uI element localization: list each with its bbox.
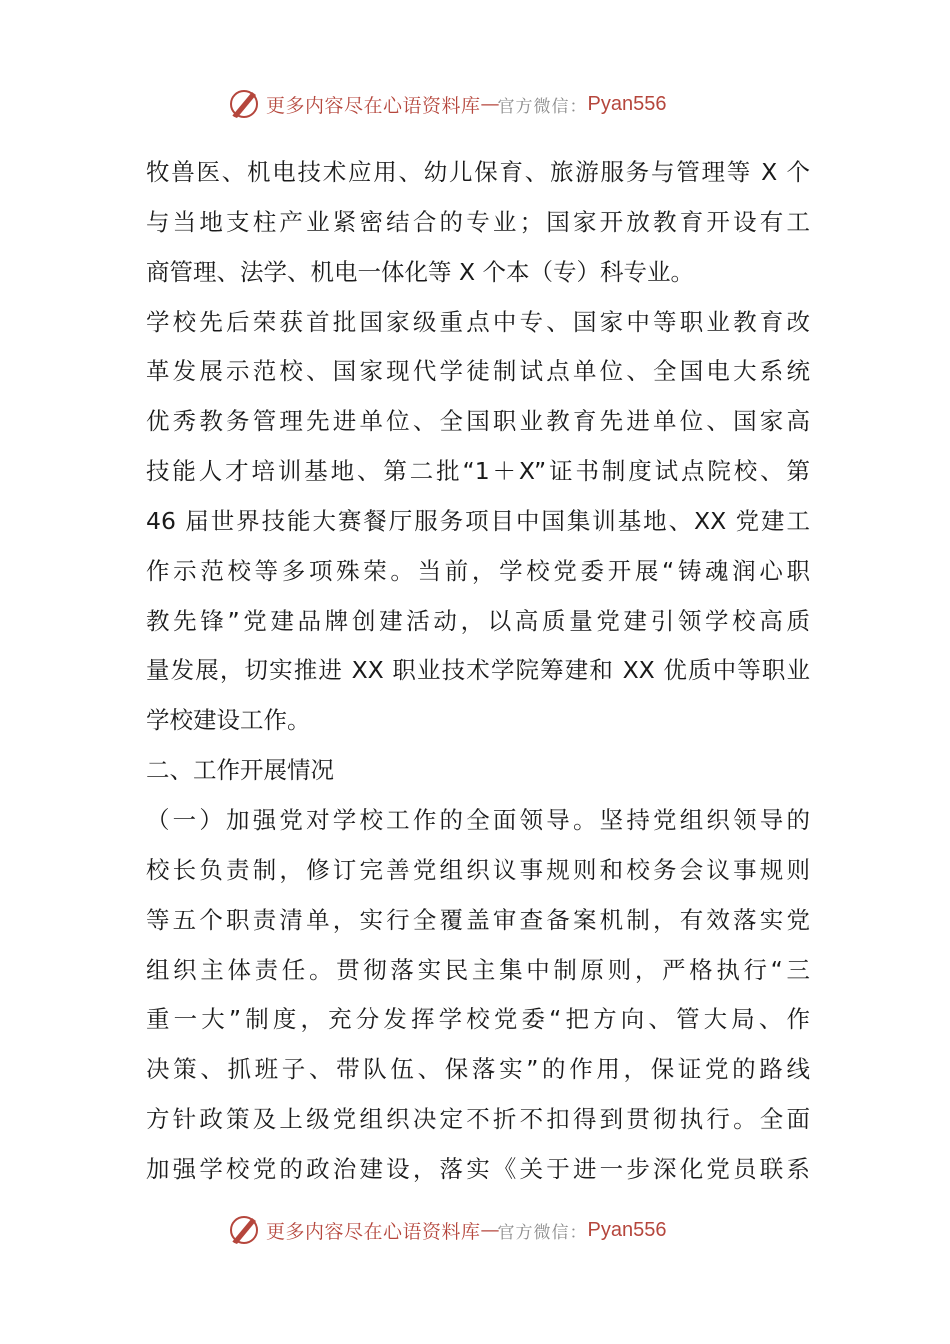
text-line: 商管理、法学、机电一体化等 X 个本（专）科专业。 bbox=[146, 257, 695, 286]
section-heading: 二、工作开展情况 bbox=[146, 756, 334, 785]
wechat-id: Pyan556 bbox=[587, 1218, 667, 1241]
header-watermark bbox=[226, 82, 746, 126]
text-line: 技能人才培训基地、第二批“1＋X”证书制度试点院校、第 bbox=[146, 457, 810, 486]
text-line: 重一大”制度，充分发挥学校党委“把方向、管大局、作 bbox=[146, 1005, 810, 1034]
wechat-label: 官方微信： bbox=[497, 96, 588, 117]
text-line: 等五个职责清单，实行全覆盖审查备案机制，有效落实党 bbox=[146, 905, 810, 934]
text-line: 加强学校党的政治建设，落实《关于进一步深化党员联系 bbox=[146, 1154, 810, 1183]
text-line: 学校建设工作。 bbox=[146, 706, 311, 735]
wechat-id: Pyan556 bbox=[587, 92, 667, 115]
wechat-label: 官方微信： bbox=[497, 1222, 588, 1243]
watermark-separator: — bbox=[480, 1219, 498, 1241]
watermark-text: 更多内容尽在心语资料库 bbox=[266, 94, 481, 117]
text-line: 学校先后荣获首批国家级重点中专、国家中等职业教育改 bbox=[146, 307, 810, 336]
text-line: 革发展示范校、国家现代学徒制试点单位、全国电大系统 bbox=[146, 357, 810, 386]
pen-logo-icon bbox=[226, 86, 262, 122]
watermark-separator: — bbox=[480, 93, 498, 115]
text-line: 方针政策及上级党组织决定不折不扣得到贯彻执行。全面 bbox=[146, 1105, 810, 1134]
text-line: 作示范校等多项殊荣。当前，学校党委开展“铸魂润心职 bbox=[146, 556, 810, 585]
text-line: 组织主体责任。贯彻落实民主集中制原则，严格执行“三 bbox=[146, 955, 810, 984]
text-line: 教先锋”党建品牌创建活动，以高质量党建引领学校高质 bbox=[146, 606, 810, 635]
text-line: （一）加强党对学校工作的全面领导。坚持党组织领导的 bbox=[146, 805, 810, 834]
text-line: 牧兽医、机电技术应用、幼儿保育、旅游服务与管理等 X 个 bbox=[146, 158, 810, 186]
text-line: 决策、抓班子、带队伍、保落实”的作用，保证党的路线 bbox=[146, 1055, 810, 1084]
text-line: 优秀教务管理先进单位、全国职业教育先进单位、国家高 bbox=[146, 407, 810, 436]
text-line: 校长负责制，修订完善党组织议事规则和校务会议事规则 bbox=[146, 855, 810, 884]
text-line: 与当地支柱产业紧密结合的专业；国家开放教育开设有工 bbox=[146, 207, 810, 236]
text-line: 量发展，切实推进 XX 职业技术学院筹建和 XX 优质中等职业 bbox=[146, 656, 810, 685]
text-line: 46 届世界技能大赛餐厅服务项目中国集训基地、XX 党建工 bbox=[146, 506, 810, 535]
watermark-text: 更多内容尽在心语资料库 bbox=[266, 1220, 481, 1243]
footer-watermark bbox=[226, 1208, 746, 1252]
pen-logo-icon bbox=[226, 1212, 262, 1248]
document-body bbox=[146, 148, 810, 1195]
